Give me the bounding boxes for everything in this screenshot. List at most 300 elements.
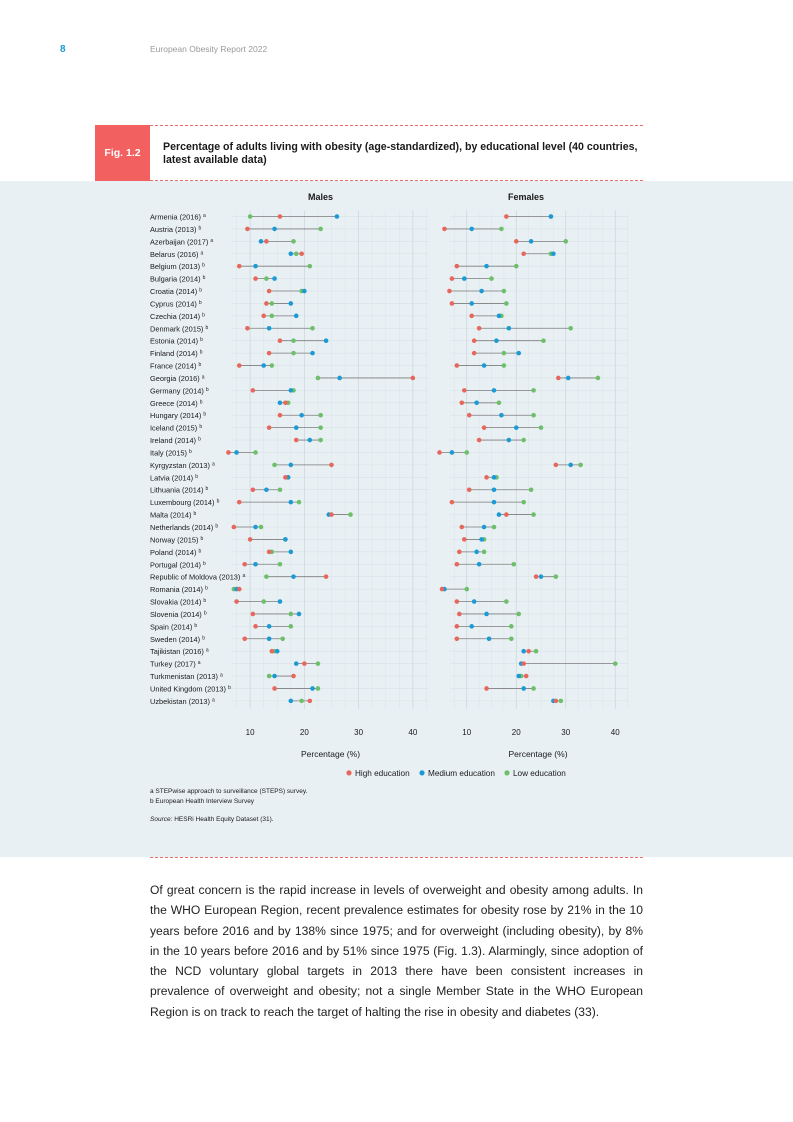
country-note: b [205,386,209,393]
dot-low [270,363,275,368]
dot-high [521,251,526,256]
dot-high [447,289,452,294]
dot-medium [499,413,504,418]
country-note: b [202,275,206,282]
dot-high [521,661,526,666]
dot-medium [516,351,521,356]
x-axis-label: Percentage (%) [300,748,361,759]
country-name: Denmark (2015) [150,324,206,334]
dot-medium [521,686,526,691]
dot-high [267,351,272,356]
x-tick-label: 10 [462,727,472,737]
country-label [150,374,205,383]
divider [150,125,643,126]
country-name: Sweden (2014) [150,634,203,644]
dot-medium [259,239,264,244]
dot-high [248,537,253,542]
dot-high [242,636,247,641]
dot-low [492,525,497,530]
dot-high [460,525,465,530]
dot-high [462,388,467,393]
country-name: Latvia (2014) [150,473,196,483]
dot-low [529,487,534,492]
dot-high [232,525,237,530]
dot-low [531,413,536,418]
country-label [150,672,223,681]
dot-medium [291,574,296,579]
dot-low [264,276,269,281]
x-axis-label: Percentage (%) [508,748,568,759]
dot-low [613,661,618,666]
dot-medium [507,326,512,331]
country-note: b [203,598,207,605]
country-label [150,461,215,470]
country-note: b [202,635,205,642]
legend-label: Low education [513,768,566,778]
note-b: b European Health Interview Survey [150,798,255,805]
dot-high [455,624,460,629]
dot-medium [549,214,554,219]
country-name: Azerbaijan (2017) [150,237,211,247]
dot-medium [234,450,239,455]
country-name: France (2014) [150,361,199,371]
country-label [150,424,202,433]
x-tick-label: 30 [561,727,571,737]
country-name: Norway (2015) [150,535,201,545]
dot-high [556,376,561,381]
dot-low [318,425,323,430]
figure-notes [150,787,307,825]
country-name: Republic of Moldova (2013) [150,572,243,582]
dot-high [477,438,482,443]
dot-high [264,239,269,244]
dot-medium [521,649,526,654]
country-label [150,337,203,346]
dot-high [455,599,460,604]
divider [150,857,643,858]
dot-low [253,450,258,455]
dot-high [294,438,299,443]
dot-high [467,487,472,492]
country-name: Netherlands (2014) [150,523,216,532]
country-label [150,324,208,333]
dot-high [234,599,239,604]
country-name: Iceland (2015) [150,423,200,433]
country-note: b [198,436,201,443]
country-name: Czechia (2014) [150,311,203,321]
legend-label: High education [355,768,410,778]
dot-low [578,463,583,468]
country-label [150,697,215,706]
source-text: HESRi Health Equity Dataset (31). [172,816,274,823]
country-note: a [201,374,205,381]
country-label [150,635,205,644]
dot-medium [267,326,272,331]
country-name: Poland (2014) [150,547,199,557]
x-tick-label: 20 [511,727,521,737]
dot-medium [492,388,497,393]
source-line [150,815,307,825]
country-label [150,262,205,271]
dot-low [563,239,568,244]
dot-high [437,450,442,455]
dot-medium [310,351,315,356]
dot-medium [289,463,294,468]
dot-low [297,500,302,505]
country-note: b [205,486,209,493]
country-note: b [202,262,205,269]
dot-low [504,599,509,604]
country-note: a [212,697,215,704]
country-label [150,535,204,544]
country-label [150,312,205,321]
dot-low [310,326,315,331]
dot-high [237,587,242,592]
dot-high [455,636,460,641]
dot-low [316,686,321,691]
country-name: Portugal (2014) [150,560,203,570]
dot-medium [492,475,497,480]
country-note: b [198,225,202,232]
country-note: b [200,337,203,344]
dot-low [308,264,313,269]
country-label [150,213,206,222]
country-label [150,486,208,495]
dot-high [324,574,329,579]
country-name: Greece (2014) [150,398,200,408]
country-label [150,250,204,259]
dot-low [511,562,516,567]
dot-low [504,301,509,306]
dot-low [264,574,269,579]
dot-high [455,363,460,368]
x-tick-label: 40 [610,727,620,737]
country-name: Romania (2014) [150,585,206,595]
country-label [150,511,197,520]
dot-high [329,463,334,468]
country-label [150,287,202,296]
dot-medium [494,338,499,343]
dot-low [482,550,487,555]
country-name: Bulgaria (2014) [150,274,203,284]
dot-high [242,562,247,567]
dot-medium [264,487,269,492]
dot-medium [272,276,277,281]
country-note: b [199,349,203,356]
dot-medium [484,612,489,617]
dot-medium [283,537,288,542]
dot-low [531,686,536,691]
dot-high [455,264,460,269]
x-tick-label: 40 [408,727,418,737]
country-name: Kyrgyzstan (2013) [150,460,213,470]
dot-low [514,264,519,269]
running-head: European Obesity Report 2022 [150,44,268,54]
dot-high [278,338,283,343]
dot-medium [474,401,479,406]
country-label [150,610,207,619]
country-note: b [193,511,197,518]
dot-medium [507,438,512,443]
dot-low [272,463,277,468]
dot-medium [289,301,294,306]
dot-low [291,351,296,356]
dot-low [280,636,285,641]
dot-low [348,512,353,517]
country-name: United Kingdom (2013) [150,684,229,694]
dot-medium [487,636,492,641]
dot-high [457,612,462,617]
dot-high [308,699,313,704]
dot-high [457,550,462,555]
dot-high [291,674,296,679]
dot-high [329,512,334,517]
dot-high [253,276,258,281]
x-tick-label: 10 [245,727,255,737]
dot-medium [484,264,489,269]
dot-medium [469,301,474,306]
country-label [150,399,203,408]
dot-low [554,574,559,579]
dot-medium [568,463,573,468]
country-name: Tajikistan (2016) [150,647,206,657]
country-note: a [200,250,204,257]
country-label [150,275,206,284]
dot-high [237,264,242,269]
dot-high [237,363,242,368]
dot-low [270,301,275,306]
dot-low [291,338,296,343]
country-name: Armenia (2016) [150,212,203,222]
x-tick-label: 20 [299,727,309,737]
country-label [150,548,201,557]
country-name: Malta (2014) [150,510,194,520]
dot-low [539,425,544,430]
country-note: a [203,213,206,219]
country-label [150,349,203,358]
dot-medium [474,550,479,555]
dot-low [521,438,526,443]
dot-medium [261,363,266,368]
dot-medium [294,425,299,430]
dot-low [509,636,514,641]
body-paragraph: Of great concern is the rapid increase in levels of overweight and obesity among adults. In the WHO European Region, recent prevalence estimates for obesity rose by 21% in the 10 years before 2016 and by 138% since 1975; and for overweight (including obesity), by 8% in the 10 years before 2016 and by 51% since 1975 (Fig. 1.3). Alarmingly, since adoption of the NCD voluntary global targets in 2013 there have been consistent increases in prevalence of overweight and obesity; not a single Member State in the WHO European Region is on track to reach the target of halting the rise in obesity and diabetes (33). [150,883,643,1019]
country-label [150,560,206,569]
dot-high [411,376,416,381]
dot-high [534,574,539,579]
dot-high [484,475,489,480]
dot-medium [253,264,258,269]
country-note: b [203,560,206,567]
country-label [150,660,201,669]
dot-high [504,512,509,517]
dot-medium [551,251,556,256]
dot-medium [566,376,571,381]
country-name: Lithuania (2014) [150,485,206,495]
dot-low [497,401,502,406]
dot-high [450,276,455,281]
dot-low [318,413,323,418]
dot-medium [310,686,315,691]
source-label: Source: [150,816,173,823]
dot-high [272,686,277,691]
country-label [150,647,209,656]
dot-high [462,537,467,542]
dot-high [226,450,231,455]
legend-swatch [419,770,424,775]
country-label [150,362,201,371]
country-label [150,225,201,234]
country-note: b [189,448,192,455]
country-label [150,684,231,693]
country-name: Ireland (2014) [150,436,199,446]
country-name: Belarus (2016) [150,249,201,259]
dot-medium [267,624,272,629]
country-note: a [210,237,214,244]
dot-medium [308,438,313,443]
dot-high [283,401,288,406]
country-label [150,598,206,607]
dot-high [278,413,283,418]
dot-medium [267,636,272,641]
dot-high [261,314,266,319]
country-note: a [197,660,201,667]
country-note: a [242,573,246,580]
dot-low [531,512,536,517]
dot-high [264,301,269,306]
dot-low [509,624,514,629]
dot-medium [472,599,477,604]
country-note: b [195,473,198,480]
dot-medium [253,562,258,567]
dot-low [289,624,294,629]
country-label [150,573,245,582]
country-name: Slovakia (2014) [150,597,204,607]
dot-high [245,326,250,331]
country-name: Cyprus (2014) [150,299,199,309]
dot-high [267,425,272,430]
dot-low [318,227,323,232]
country-note: a [205,647,209,654]
country-note: a [219,672,223,679]
dot-medium [479,537,484,542]
dot-low [502,363,507,368]
dot-medium [289,550,294,555]
country-name: Hungary (2014) [150,411,204,421]
dot-high [554,463,559,468]
panel-title-female: Females [507,192,545,202]
country-label [150,411,206,420]
dot-medium [482,363,487,368]
dot-low [516,612,521,617]
country-label [150,622,197,631]
dot-medium [289,500,294,505]
dot-high [302,661,307,666]
dot-high [299,251,304,256]
dot-high [442,227,447,232]
dot-medium [539,574,544,579]
country-name: Turkey (2017) [150,659,198,669]
legend-label: Medium education [428,768,495,778]
dot-high [270,649,275,654]
dot-medium [477,562,482,567]
dot-low [534,649,539,654]
dot-low [464,587,469,592]
dot-medium [299,413,304,418]
dot-high [472,351,477,356]
dot-low [267,674,272,679]
dot-high [251,487,256,492]
dot-high [440,587,445,592]
dot-low [259,525,264,530]
dot-medium [272,674,277,679]
dot-low [248,214,253,219]
country-name: Italy (2015) [150,448,190,458]
dot-low [261,599,266,604]
dot-low [559,699,564,704]
country-name: Slovenia (2014) [150,609,204,619]
country-label [150,473,198,482]
country-name: Croatia (2014) [150,287,200,297]
dot-high [460,401,465,406]
x-tick-label: 30 [354,727,364,737]
country-note: b [199,424,203,431]
dot-low [568,326,573,331]
country-note: b [228,684,231,691]
dot-medium [278,599,283,604]
dot-medium [275,649,280,654]
dot-medium [278,401,283,406]
dot-low [531,388,536,393]
dot-high [524,674,529,679]
dot-low [502,351,507,356]
dot-low [278,562,283,567]
country-note: b [215,523,219,530]
panel-title-male: Males [307,192,334,202]
country-note: b [200,535,204,542]
dot-medium [289,699,294,704]
country-note: b [198,362,202,369]
country-label [150,436,201,445]
dot-high [554,699,559,704]
dot-low [316,661,321,666]
dot-low [278,487,283,492]
country-note: b [198,299,202,306]
country-note: b [198,548,202,555]
dot-medium [289,388,294,393]
dot-low [596,376,601,381]
dot-low [499,227,504,232]
dot-high [469,314,474,319]
page-number: 8 [60,44,66,55]
dot-medium [294,314,299,319]
note-a: a STEPwise approach to surveillance (STEPS) survey. [150,788,308,795]
dot-medium [302,289,307,294]
dot-high [245,227,250,232]
country-label [150,299,202,308]
country-label [150,386,209,395]
dot-high [267,289,272,294]
dot-low [291,239,296,244]
dot-low [270,314,275,319]
country-note: b [203,610,207,617]
country-note: b [205,324,209,331]
country-name: Uzbekistan (2013) [150,696,213,706]
country-note: b [203,411,207,418]
dot-high [253,624,258,629]
dot-medium [469,227,474,232]
dot-high [477,326,482,331]
